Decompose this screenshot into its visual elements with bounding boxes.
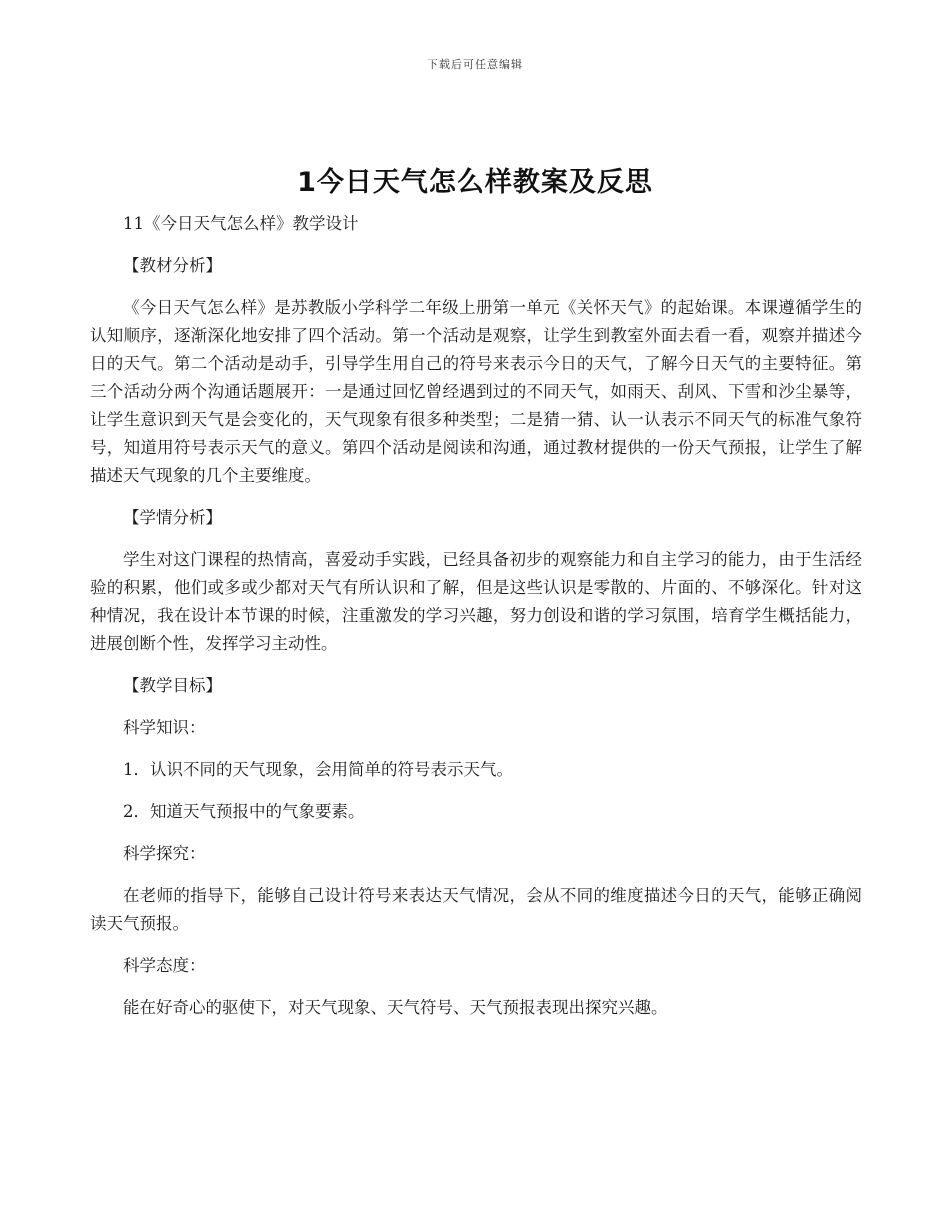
document-subtitle: 11《今日天气怎么样》教学设计 [123,214,359,233]
section-body-students: 学生对这门课程的热情高，喜爱动手实践，已经具备初步的观察能力和自主学习的能力，由于生活经验的积累，他们或多或少都对天气有所认识和了解，但是这些认识是零散的、片面的、不够深化。针对这种情况，我在设计本节课的时候，注重激发的学习兴趣，努力创设和谐的学习氛围，培育学生概括能力，进展创断个性，发挥学习主动性。 [90,550,862,653]
section-heading-goals: 【教学目标】 [123,676,222,695]
goals-knowledge-item: 2．知道天气预报中的气象要素。 [123,802,365,821]
goals-attitude-body: 能在好奇心的驱使下，对天气现象、天气符号、天气预报表现出探究兴趣。 [123,998,668,1017]
document-body [90,210,862,1036]
document-title: 1今日天气怎么样教案及反思 [297,167,653,199]
page-header-note: 下载后可任意编辑 [427,58,523,71]
goals-attitude-label: 科学态度： [123,956,206,975]
goals-inquiry-label: 科学探究： [123,844,206,863]
section-body-materials: 《今日天气怎么样》是苏教版小学科学二年级上册第一单元《关怀天气》的起始课。本课遵循学生的认知顺序，逐渐深化地安排了四个活动。第一个活动是观察，让学生到教室外面去看一看，观察并描述今日的天气。第二个活动是动手，引导学生用自己的符号来表示今日的天气，了解今日天气的主要特征。第三个活动分两个沟通话题展开：一是通过回忆曾经遇到过的不同天气，如雨天、刮风、下雪和沙尘暴等，让学生意识到天气是会变化的，天气现象有很多种类型；二是猜一猜、认一认表示不同天气的标准气象符号，知道用符号表示天气的意义。第四个活动是阅读和沟通，通过教材提供的一份天气预报，让学生了解描述天气现象的几个主要维度。 [90,298,862,485]
section-heading-materials: 【教材分析】 [123,256,222,275]
goals-knowledge-label: 科学知识： [123,718,206,737]
goals-knowledge-item: 1．认识不同的天气现象，会用简单的符号表示天气。 [123,760,513,779]
section-heading-students: 【学情分析】 [123,508,222,527]
goals-inquiry-body: 在老师的指导下，能够自己设计符号来表达天气情况，会从不同的维度描述今日的天气，能够正确阅读天气预报。 [90,886,862,933]
